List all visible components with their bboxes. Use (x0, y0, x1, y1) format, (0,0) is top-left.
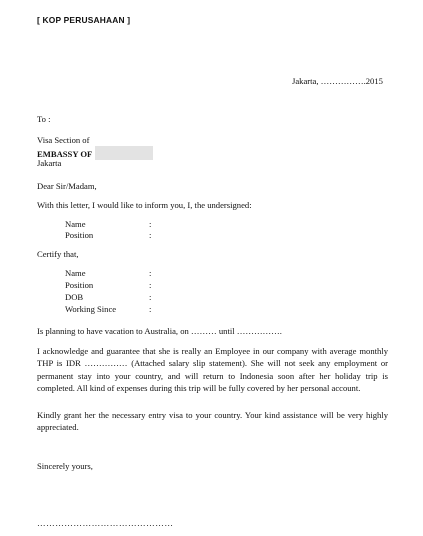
field-colon: : (149, 292, 152, 302)
signer-position-row (65, 230, 151, 241)
field-label: DOB (65, 292, 84, 302)
field-colon: : (149, 230, 152, 240)
field-label: Name (65, 268, 86, 278)
field-label: Position (65, 230, 94, 240)
field-colon: : (149, 304, 152, 314)
employee-position-row (65, 280, 151, 291)
vacation-line: Is planning to have vacation to Australia, on ……… until ……………. (37, 326, 282, 336)
closing: Sincerely yours, (37, 461, 93, 471)
date-line: Jakarta, …………….2015 (292, 76, 383, 86)
intro-line: With this letter, I would like to inform you, I, the undersigned: (37, 200, 252, 210)
field-label: Name (65, 219, 86, 229)
field-colon: : (149, 280, 152, 290)
recipient-city: Jakarta (37, 158, 62, 168)
redacted-country (95, 146, 153, 160)
employee-dob-row (65, 292, 151, 303)
signer-name-row (65, 219, 151, 230)
employee-working-since-row (65, 304, 151, 315)
request-paragraph: Kindly grant her the necessary entry visa to your country. Your kind assistance will be very highly appreciated. (37, 410, 388, 433)
employee-name-row (65, 268, 151, 279)
field-label: Working Since (65, 304, 117, 314)
to-label: To : (37, 114, 51, 124)
field-colon: : (149, 268, 152, 278)
salutation: Dear Sir/Madam, (37, 181, 97, 191)
signature-line: ……………………………………… (37, 518, 174, 528)
recipient-line1: Visa Section of (37, 135, 90, 145)
letterhead: [ KOP PERUSAHAAN ] (37, 15, 131, 25)
guarantee-paragraph: I acknowledge and guarantee that she is really an Employee in our company with average monthly THP is IDR …………… (Attached salary slip statement). She will not seek any employment or permanent stay into your country, and will return to Indonesia soon after her holiday trip is completed. All kind of expenses during this trip will be fully covered by her personal account. (37, 346, 388, 393)
field-colon: : (149, 219, 152, 229)
certify-line: Certify that, (37, 249, 79, 259)
field-label: Position (65, 280, 94, 290)
embassy-label: EMBASSY OF (37, 149, 93, 159)
